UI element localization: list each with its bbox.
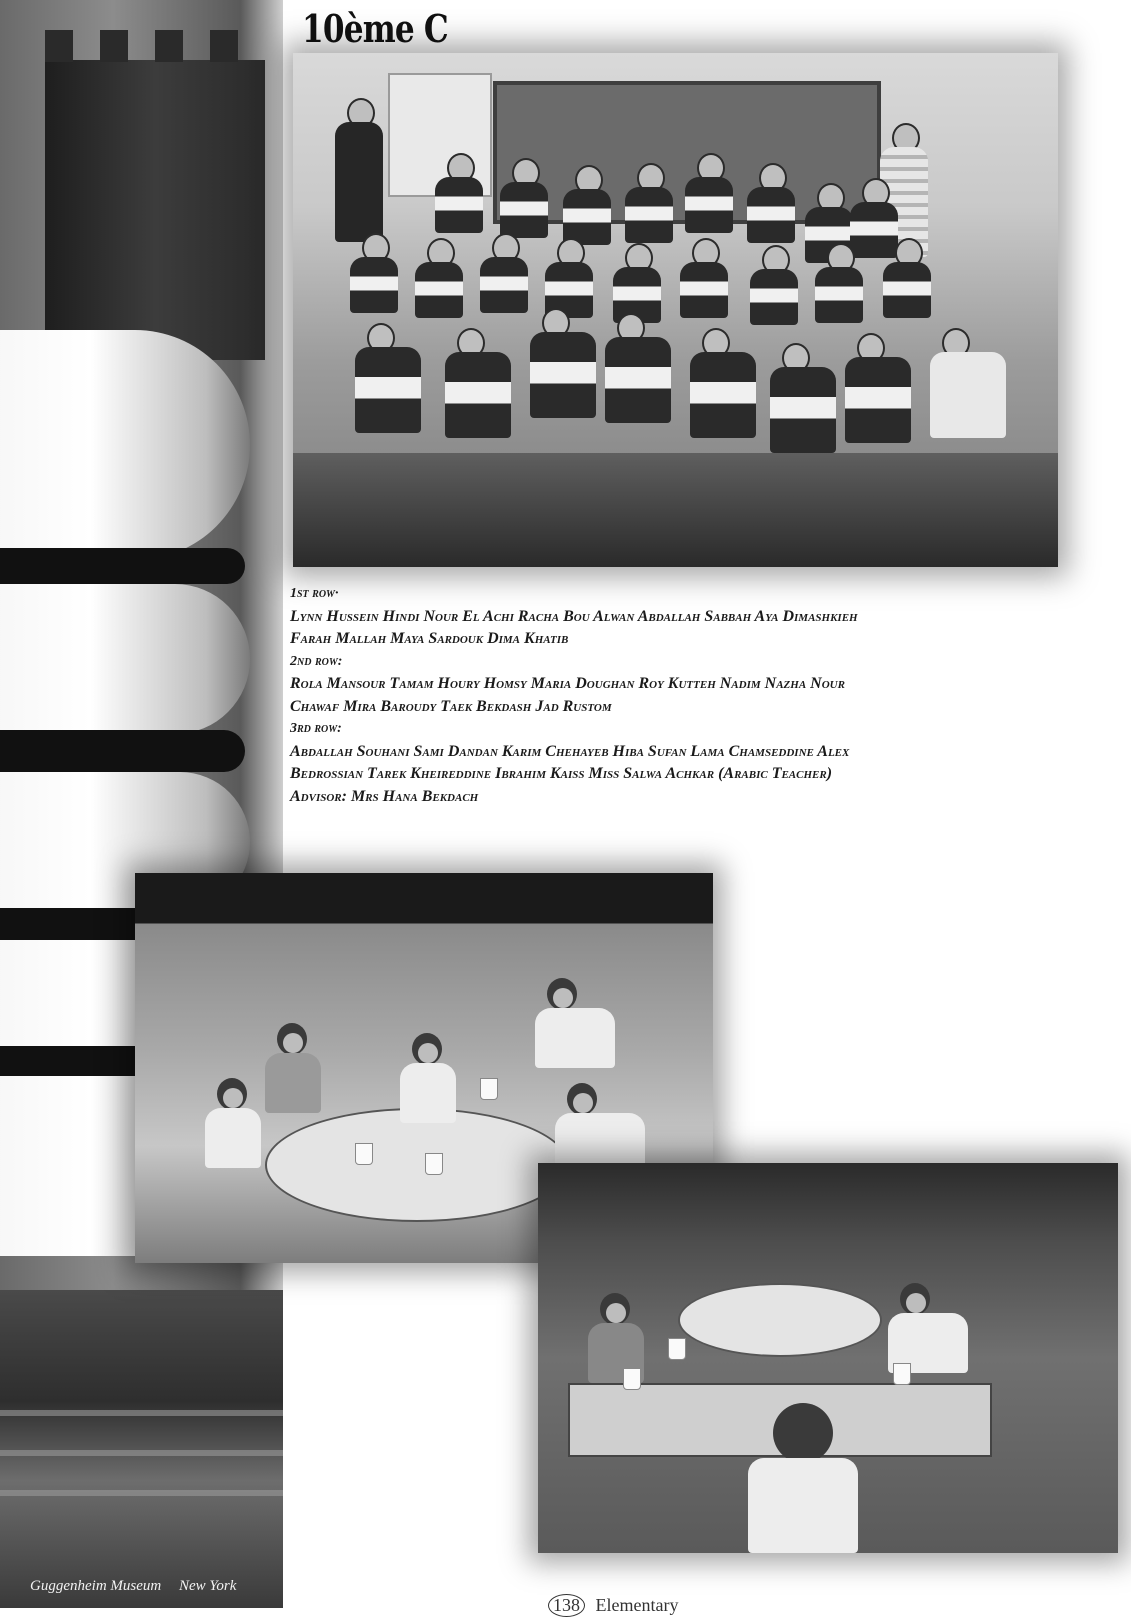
child-figure	[400, 1033, 456, 1123]
student-figure	[528, 308, 598, 418]
rotunda-tier	[0, 330, 250, 560]
rotunda-band	[0, 548, 245, 584]
caption-place: Guggenheim Museum	[30, 1578, 162, 1594]
row1-names: Lynn Hussein Hindi Nour El Achi Racha Bou Alwan Abdallah Sabbah Aya Dimashkieh	[290, 607, 858, 625]
rotunda-tier	[0, 584, 250, 734]
page-footer	[548, 1594, 678, 1617]
class-name-list	[290, 583, 1100, 808]
cup	[668, 1338, 686, 1360]
student-figure	[683, 153, 735, 233]
row1-names-cont: Farah Mallah Maya Sardouk Dima Khatib	[290, 630, 569, 647]
row1-label: 1st row·	[290, 586, 339, 601]
student-figure	[745, 163, 797, 243]
student-figure	[478, 233, 530, 313]
guggenheim-photo-strip	[0, 0, 283, 1608]
child-figure	[535, 978, 615, 1068]
student-figure	[611, 243, 663, 323]
round-table	[265, 1108, 569, 1222]
child-figure	[265, 1023, 321, 1113]
advisor-line: Advisor: Mrs Hana Bekdach	[290, 787, 479, 805]
student-figure	[353, 323, 423, 433]
cup	[355, 1143, 373, 1165]
child-figure	[205, 1078, 261, 1168]
student-figure	[603, 313, 673, 423]
teacher-figure	[333, 98, 385, 178]
student-figure	[413, 238, 465, 318]
row2-label: 2nd row:	[290, 653, 343, 669]
student-figure	[881, 238, 933, 318]
student-figure	[348, 233, 400, 313]
row2-names: Rola Mansour Tamam Houry Homsy Maria Doughan Roy Kutteh Nadim Nazha Nour	[290, 675, 845, 692]
row3-names: Abdallah Souhani Sami Dandan Karim Chehayeb Hiba Sufan Lama Chamseddine Alex	[290, 742, 850, 760]
student-figure	[433, 153, 485, 233]
cup	[893, 1363, 911, 1385]
rotunda-band	[0, 730, 245, 772]
cup	[623, 1368, 641, 1390]
page-title: 10ème C	[302, 6, 448, 51]
student-figure	[678, 238, 730, 318]
ground-scene	[0, 1290, 283, 1608]
section-name: Elementary	[595, 1595, 679, 1615]
student-figure	[768, 343, 838, 453]
child-figure	[888, 1283, 968, 1373]
floor	[293, 453, 1058, 567]
caption-city: New York	[178, 1578, 237, 1594]
cafeteria-photo	[538, 1163, 1118, 1553]
student-figure	[623, 163, 675, 243]
cup	[480, 1078, 498, 1100]
round-table	[678, 1283, 882, 1357]
student-figure	[498, 158, 550, 238]
row3-names-cont: Bedrossian Tarek Kheireddine Ibrahim Kaiss Miss Salwa Achkar (Arabic Teacher)	[290, 765, 833, 782]
student-figure	[813, 243, 865, 323]
row2-names-cont: Chawaf Mira Baroudy Taek Bekdash Jad Rustom	[290, 697, 612, 715]
cup	[425, 1153, 443, 1175]
student-figure	[928, 328, 1008, 438]
page-number: 138	[548, 1594, 585, 1617]
student-figure	[561, 165, 613, 245]
student-figure	[543, 238, 595, 318]
class-group-photo	[293, 53, 1058, 567]
row3-label: 3rd row:	[290, 721, 342, 736]
student-figure	[688, 328, 758, 438]
photo-caption	[30, 1578, 250, 1595]
student-figure	[748, 245, 800, 325]
child-figure	[748, 1403, 858, 1553]
student-figure	[443, 328, 513, 438]
tower-shape	[45, 60, 265, 360]
student-figure	[843, 333, 913, 443]
